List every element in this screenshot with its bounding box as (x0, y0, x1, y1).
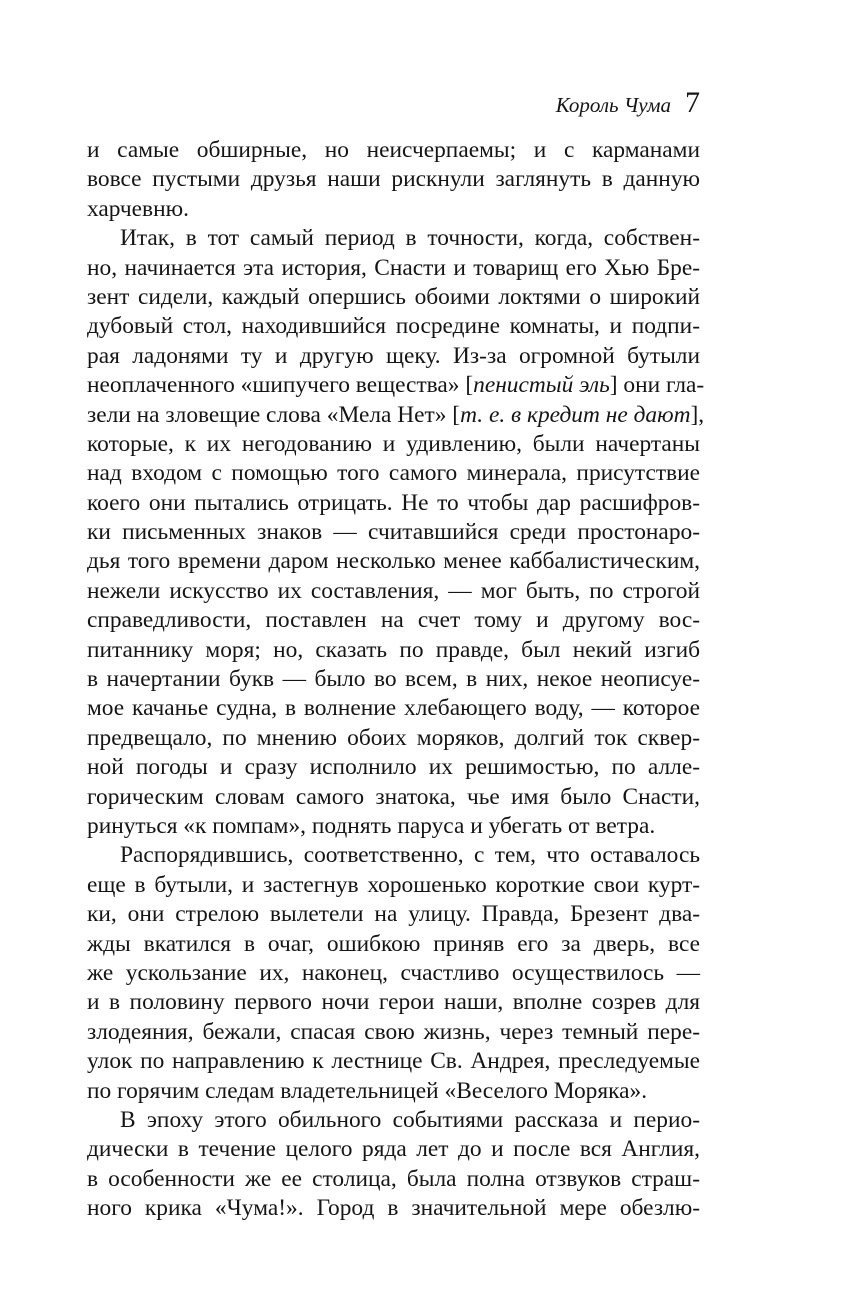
text-line (87, 900, 700, 929)
text-run: Распорядившись, соответственно, с тем, что оставалось (120, 842, 700, 869)
text-run: ринуться «к помпам», поднять паруса и убегать от ветра. (87, 812, 656, 839)
text-run: которые, к их негодованию и удивлению, были начертаны (87, 430, 700, 457)
text-run: дически в течение целого ряда лет до и после вся Англия, (87, 1136, 700, 1163)
text-line (87, 753, 700, 782)
text-run: харчевню. (87, 195, 189, 222)
text-line (87, 136, 700, 165)
text-line (87, 841, 700, 870)
text-run: еще в бутыли, и застегнув хорошенько короткие свои курт- (87, 871, 700, 898)
text-run: и самые обширные, но неисчерпаемы; и с карманами (87, 137, 700, 163)
text-line (87, 489, 700, 518)
text-run: злодеяния, бежали, спасая свою жизнь, через темный пере- (87, 1018, 700, 1045)
text-line (87, 812, 700, 841)
text-line (87, 577, 700, 606)
text-line (87, 783, 700, 812)
text-run: мое качанье судна, в волнение хлебающего воду, — которое (87, 695, 700, 722)
text-run: в начертании букв — было во всем, в них, некое неописуе- (87, 666, 700, 693)
page-number: 7 (685, 86, 700, 119)
text-run: питаннику моря; но, сказать по правде, был некий изгиб (87, 636, 700, 663)
text-run: же ускользание их, наконец, счастливо осуществилось — (87, 959, 700, 986)
text-line (87, 871, 700, 900)
paragraph (87, 841, 700, 1106)
text-run: горическим словам самого знатока, чье имя было Снасти, (87, 783, 700, 810)
text-line (87, 1194, 700, 1223)
text-line (87, 195, 700, 224)
text-line (87, 283, 700, 312)
paragraph (87, 224, 705, 841)
text-line (87, 959, 700, 988)
text-run: нежели искусство их составления, — мог быть, по строгой (87, 577, 700, 604)
text-run: ной погоды и сразу исполнило их решимостью, по алле- (87, 754, 700, 781)
text-line (87, 1047, 700, 1076)
italic-annotation: пенистый эль (473, 372, 610, 399)
text-run: рая ладонями ту и другую щеку. Из-за огромной бутыли (87, 342, 700, 369)
text-line (87, 371, 705, 400)
body-text (87, 136, 705, 1223)
text-run: ] они гла- (609, 372, 705, 399)
text-line (87, 1135, 700, 1164)
text-run: дья того времени даром несколько менее каббалистическим, (87, 548, 700, 575)
paragraph (87, 1106, 700, 1224)
paragraph (87, 136, 700, 224)
text-line (87, 665, 700, 694)
text-line (87, 224, 700, 253)
text-line (87, 430, 700, 459)
text-run: дубовый стол, находившийся посредине комнаты, и подпи- (87, 313, 700, 340)
text-line (87, 1018, 700, 1047)
text-line (87, 165, 700, 194)
text-line (87, 724, 700, 753)
text-line (87, 312, 700, 341)
text-line (87, 606, 700, 635)
text-line (87, 518, 700, 547)
text-run: ], (690, 401, 705, 428)
text-line (87, 694, 700, 723)
text-run: Итак, в тот самый период в точности, когда, собствен- (120, 225, 700, 252)
italic-annotation: т. е. в кредит не дают (460, 401, 691, 428)
text-run: жды вкатился в очаг, ошибкою приняв его за дверь, все (87, 930, 700, 957)
text-run: но, начинается эта история, Снасти и товарищ его Хью Бре- (87, 254, 700, 281)
text-line (87, 1165, 700, 1194)
text-run: неоплаченного «шипучего вещества» [ (87, 372, 474, 399)
text-line (87, 1106, 700, 1135)
text-run: предвещало, по мнению обоих моряков, долгий ток сквер- (87, 724, 700, 751)
text-line (87, 547, 700, 576)
text-line (87, 459, 700, 488)
text-line (87, 930, 700, 959)
text-line (87, 636, 700, 665)
text-run: вовсе пустыми друзья наши рискнули заглянуть в данную (87, 166, 700, 193)
text-line (87, 988, 700, 1017)
text-run: улок по направлению к лестнице Св. Андрея, преследуемые (87, 1048, 700, 1075)
text-run: и в половину первого ночи герои наши, вполне созрев для (87, 989, 700, 1016)
text-run: над входом с помощью того самого минерала, присутствие (87, 460, 700, 487)
text-run: ки, они стрелою вылетели на улицу. Правда, Брезент два- (87, 901, 700, 928)
text-run: ки письменных знаков — считавшийся среди простонаро- (87, 519, 700, 546)
text-run: справедливости, поставлен на счет тому и другому вос- (87, 607, 700, 634)
text-line (87, 254, 700, 283)
text-line (87, 1077, 700, 1106)
text-run: коего они пытались отрицать. Не то чтобы дар расшифров- (87, 489, 700, 516)
text-line (87, 401, 705, 430)
running-title: Король Чума (555, 93, 671, 117)
text-run: зент сидели, каждый опершись обоими локтями о широкий (87, 283, 700, 310)
text-run: в особенности же ее столица, была полна отзвуков страш- (87, 1165, 700, 1192)
text-run: по горячим следам владетельницей «Веселого Моряка». (87, 1077, 648, 1104)
text-run: ного крика «Чума!». Город в значительной мере обезлю- (87, 1195, 700, 1222)
text-line (87, 342, 700, 371)
text-run: В эпоху этого обильного событиями рассказа и перио- (120, 1106, 700, 1133)
text-run: зели на зловещие слова «Мела Нет» [ (87, 401, 461, 428)
running-header (556, 86, 700, 120)
